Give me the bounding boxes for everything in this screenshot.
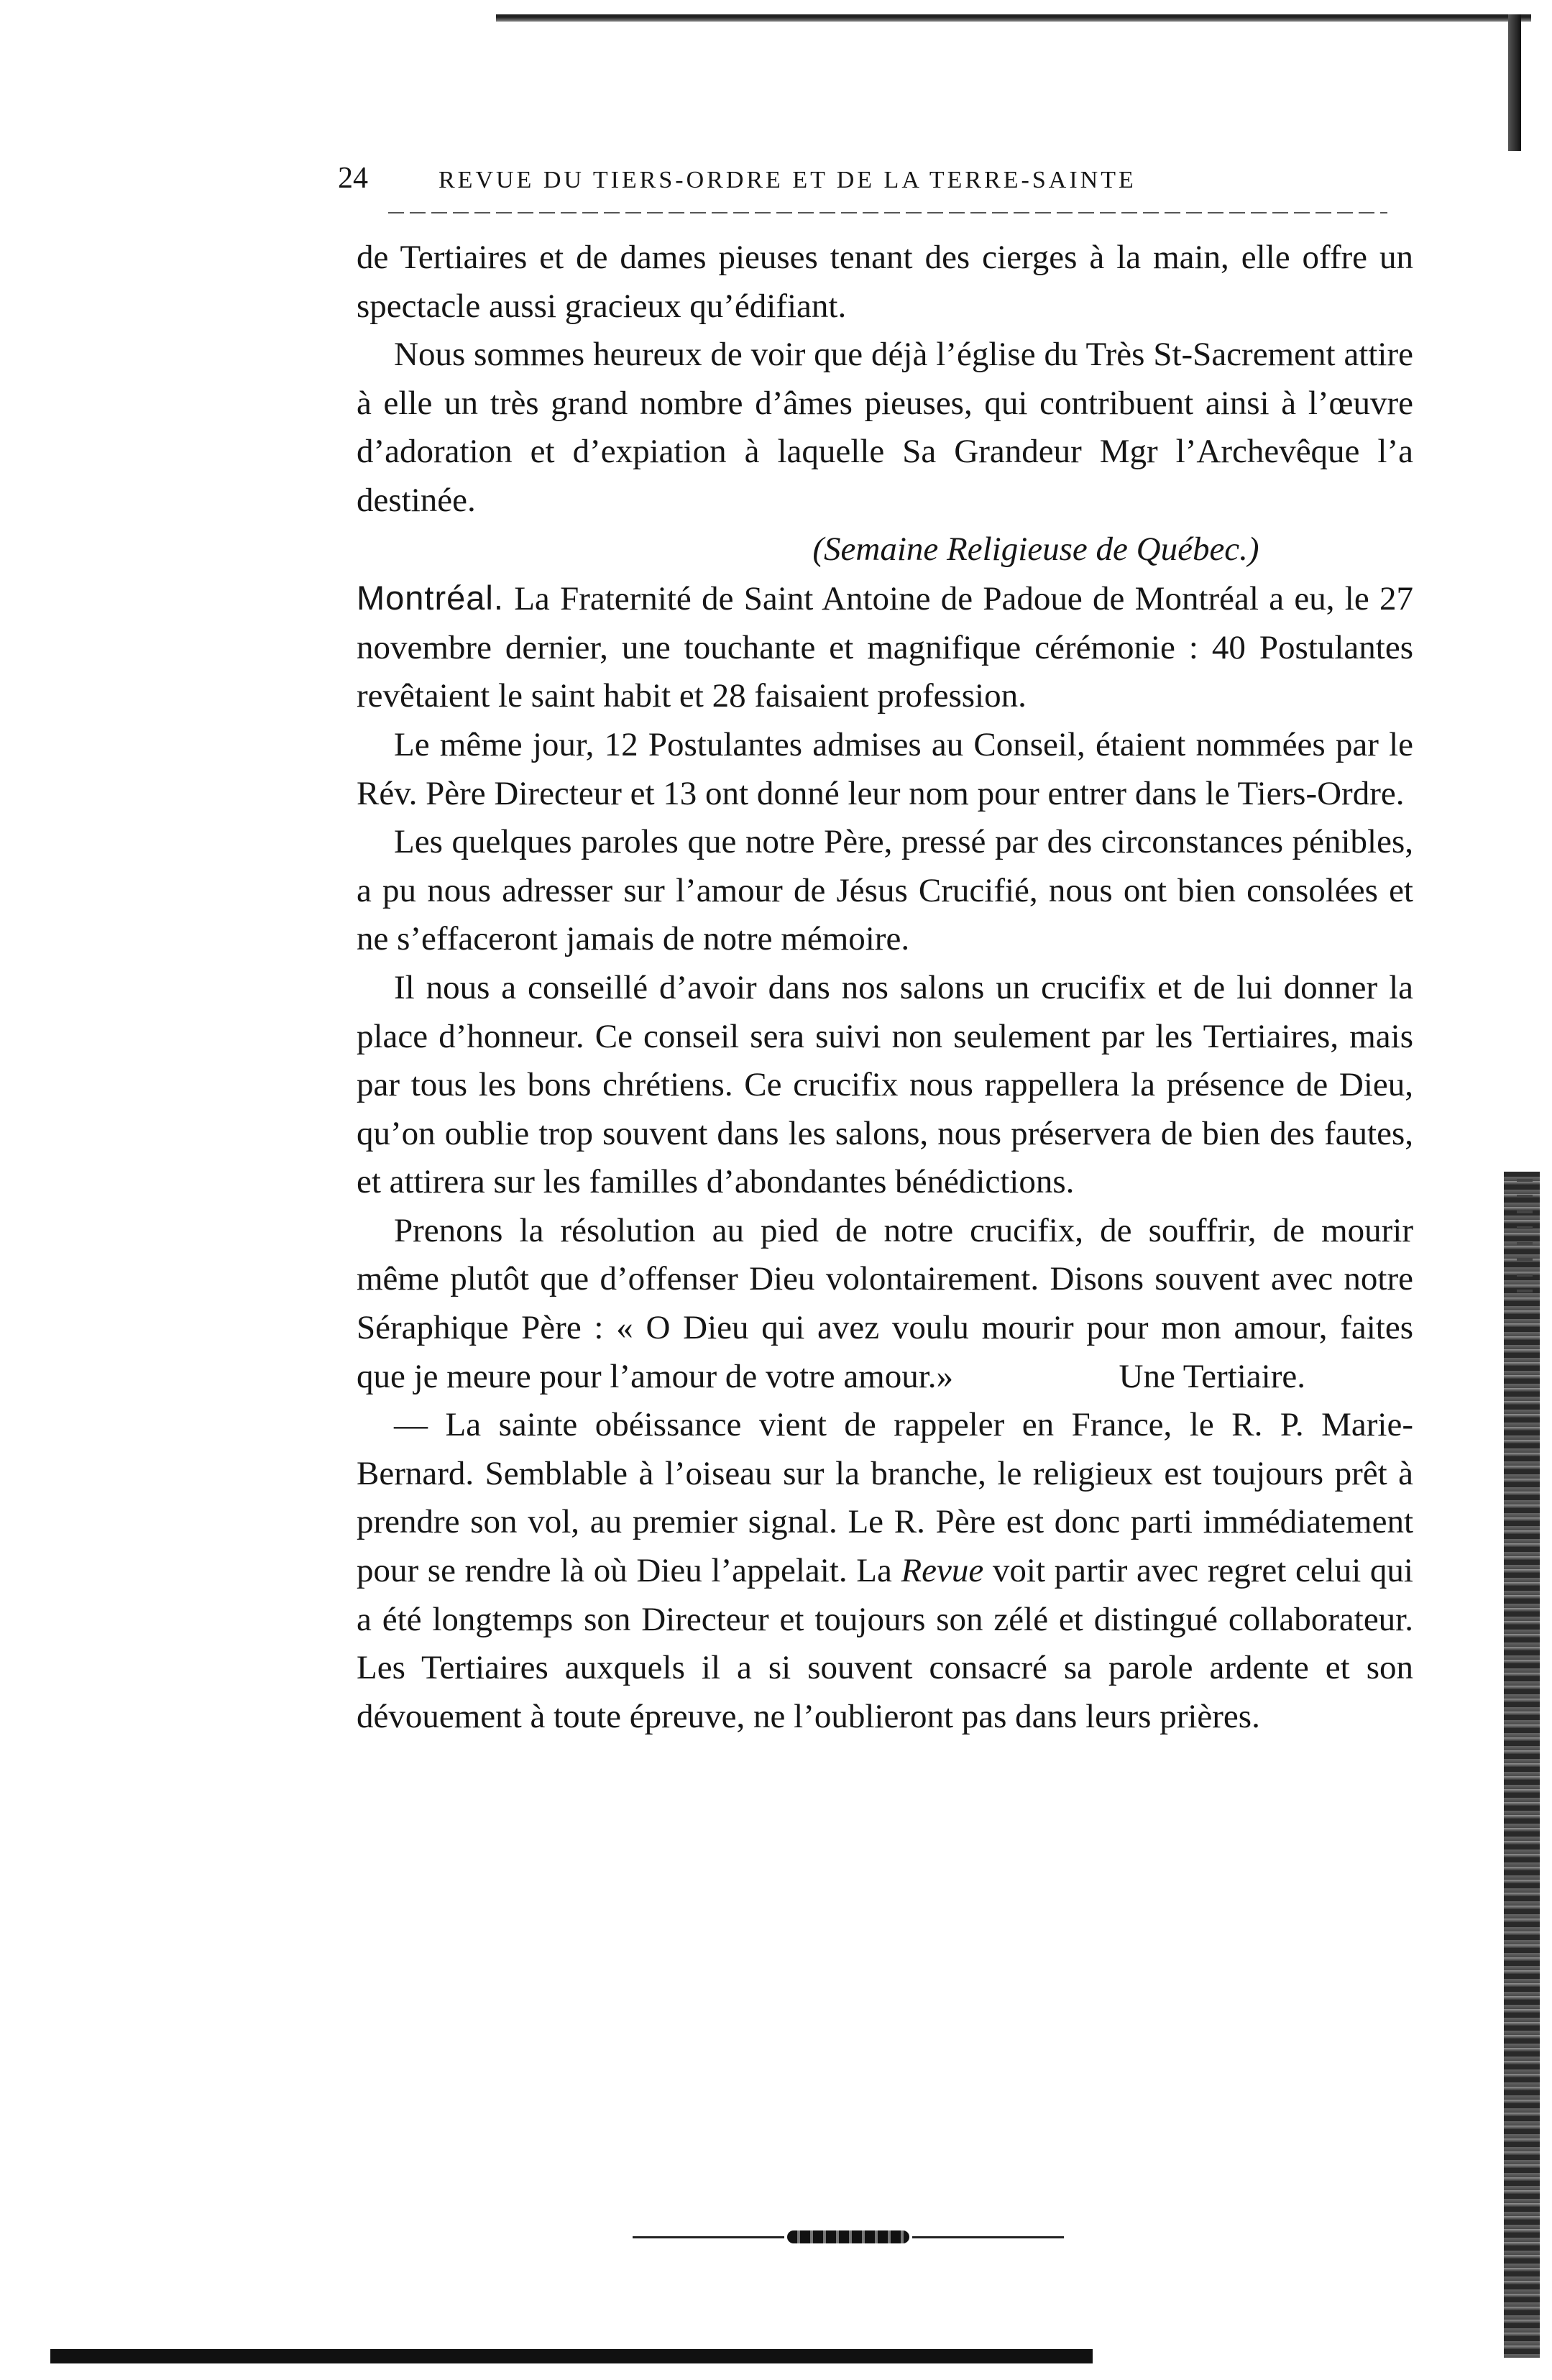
paragraph-postulantes: Le même jour, 12 Postulantes admises au Conseil, étaient nommées par le Rév. Père Directeur et 13 ont donné leur nom pour entrer dans le Tiers-Ordre. xyxy=(357,725,1413,812)
paragraph-resolution xyxy=(357,1207,1413,1401)
right-page-edge xyxy=(1504,1172,1540,2358)
paragraph-crucifix: Il nous a conseillé d’avoir dans nos salons un crucifix et de lui donner la place d’honneur. Ce conseil sera suivi non seulement par les Tertiaires, mais par tous les bons chrétiens. Ce crucifix nous rappellera la présence de Dieu, qu’on oublie trop souvent dans les salons, nous préservera de bien des fautes, et attirera sur les familles d’abondantes bénédictions. xyxy=(357,968,1413,1201)
paragraph-montreal xyxy=(357,574,1413,721)
page-header xyxy=(338,161,1301,204)
paragraph-tres-st-sacrement: Nous sommes heureux de voir que déjà l’église du Très St-Sacrement attire à elle un très grand nombre d’âmes pieuses, qui contribuent ainsi à l’œuvre d’adoration et d’expiation à laquelle Sa Grandeur Mgr l’Archevêque l’a destinée. xyxy=(357,336,1413,519)
paragraph-marie-bernard xyxy=(357,1401,1413,1741)
ornament-center xyxy=(787,2230,909,2243)
signature: Une Tertiaire. xyxy=(1119,1357,1305,1395)
right-page-edge-marks xyxy=(1517,1179,1533,1294)
closing-ornament xyxy=(633,2226,1064,2248)
header-rule xyxy=(388,212,1387,213)
bottom-page-edge-rule xyxy=(50,2349,1093,2363)
ornament-line-right xyxy=(912,2236,1064,2238)
place-heading: Montréal. xyxy=(357,579,504,617)
paragraph-montreal-text: La Fraternité de Saint Antoine de Padoue de Montréal a eu, le 27 novembre dernier, une touchante et magnifique cérémonie : 40 Postulantes revêtaient le saint habit et 28 faisaient profession. xyxy=(357,580,1414,715)
revue-italic: Revue xyxy=(901,1552,984,1590)
running-title: REVUE DU TIERS-ORDRE ET DE LA TERRE-SAINTE xyxy=(438,167,1137,193)
ornament-line-left xyxy=(633,2236,784,2238)
top-right-page-edge xyxy=(1508,14,1521,151)
article-body xyxy=(357,234,1413,1741)
paragraph-resolution-text: Prenons la résolution au pied de notre crucifix, de souffrir, de mourir même plutôt que d’offenser Dieu volontairement. Disons souvent avec notre Séraphique Père : « O Dieu qui avez voulu mourir pour mon amour, faites que je meure pour l’amour de votre amour.» xyxy=(357,1211,1413,1395)
source-citation: (Semaine Religieuse de Québec.) xyxy=(812,530,1259,568)
paragraph-marie-bernard-b: voit partir avec regret celui qui a été longtemps son Directeur et toujours son zélé et distingué collaborateur. Les Tertiaires auxquels il a si souvent consacré sa parole ardente et son dévouement à toute épreuve, ne l’oublieront pas dans leurs prières. xyxy=(357,1552,1413,1735)
paragraph-marie-bernard-a: — La sainte obéissance vient de rappeler en France, le R. P. Marie-Bernard. Semblable à l’oiseau sur la branche, le religieux est toujours prêt à prendre son vol, au premier signal. Le R. Père est donc parti immédiatement pour se rendre là où Dieu l’appelait. La xyxy=(357,1406,1413,1590)
paragraph-continuation: de Tertiaires et de dames pieuses tenant des cierges à la main, elle offre un spectacle aussi gracieux qu’édifiant. xyxy=(357,239,1413,325)
paragraph-paroles: Les quelques paroles que notre Père, pressé par des circonstances pénibles, a pu nous adresser sur l’amour de Jésus Crucifié, nous ont bien consolées et ne s’effaceront jamais de notre mémoire. xyxy=(357,823,1413,958)
page-number: 24 xyxy=(338,162,368,195)
top-page-edge-rule xyxy=(496,14,1531,22)
